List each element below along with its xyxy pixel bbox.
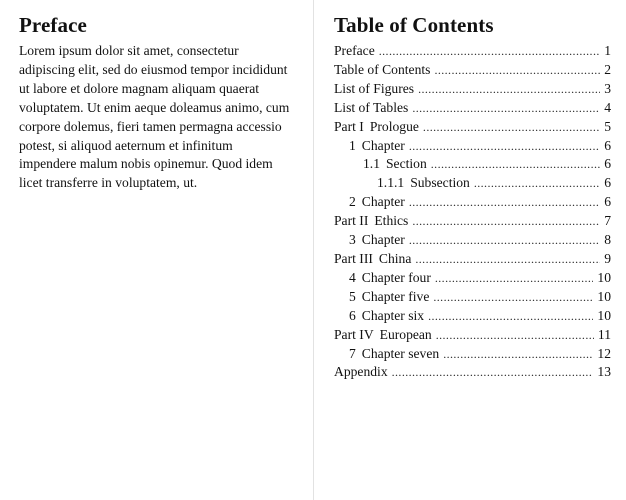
toc-leader: [474, 174, 600, 193]
toc-entry-part-4[interactable]: [334, 326, 611, 345]
toc-entry-page: 6: [604, 137, 611, 153]
toc-entry-label: Appendix: [334, 364, 388, 380]
toc-entry-page: 4: [604, 99, 611, 115]
toc-entry-label: List of Tables: [334, 99, 409, 115]
toc-entry-label: Chapter seven: [361, 345, 440, 361]
toc-entry-page: 3: [604, 80, 611, 96]
toc-entry-chapter-5[interactable]: [334, 288, 611, 307]
toc-entry-label: Chapter: [361, 232, 405, 248]
toc-entry-page: 5: [604, 118, 611, 134]
toc-entry-page: 9: [604, 250, 611, 266]
toc-entry-preface[interactable]: [334, 42, 611, 61]
toc-entry-label: Preface: [334, 43, 375, 58]
toc-leader: [379, 42, 600, 61]
toc-leader: [428, 307, 593, 326]
toc-entry-section-1-1[interactable]: [334, 155, 611, 174]
toc-entry-label: Chapter four: [361, 269, 431, 285]
toc-entry-label: Prologue: [369, 118, 419, 134]
toc-leader: [412, 212, 600, 231]
toc-entry-page: 1: [604, 43, 611, 58]
toc-leader: [434, 61, 600, 80]
toc-entry-appendix[interactable]: [334, 363, 611, 382]
toc-leader: [409, 137, 600, 156]
toc-entry-page: 13: [597, 364, 611, 380]
toc-entry-part-2[interactable]: [334, 212, 611, 231]
toc-entry-page: 11: [597, 326, 611, 342]
toc-entry-number: 1: [349, 137, 356, 153]
toc-entry-subsection-1-1-1[interactable]: [334, 174, 611, 193]
toc-leader: [418, 80, 600, 99]
toc-entry-part-3[interactable]: [334, 250, 611, 269]
toc-entry-number: 5: [349, 288, 356, 304]
toc-leader: [412, 99, 600, 118]
toc-entry-page: 10: [597, 307, 611, 323]
toc-entry-page: 6: [604, 194, 611, 210]
toc-entry-page: 2: [604, 61, 611, 77]
toc-entry-number: 1.1: [363, 156, 380, 172]
preface-text: Lorem ipsum dolor sit amet, consectetur adipiscing elit, sed do eiusmod tempor incididunt ut labore et dolore magnam aliquam quaerat voluptatem. Ut enim aeque doleamus animo, cum corpore dolemus, fieri tamen permagna accessio potest, si aliquod aeternum et infinitum impendere malum nobis opinemur. Quod idem licet transferre in voluptatem, ut.: [19, 43, 290, 191]
toc-entry-table-of-contents[interactable]: [334, 61, 611, 80]
toc-page: [313, 0, 626, 500]
toc-leader: [423, 118, 600, 137]
toc-entry-chapter-2[interactable]: [334, 193, 611, 212]
toc-entry-list-of-figures[interactable]: [334, 80, 611, 99]
toc-leader: [415, 250, 600, 269]
toc-entry-number: Part I: [334, 118, 364, 134]
toc-entry-page: 8: [604, 232, 611, 248]
toc-entry-part-1[interactable]: [334, 118, 611, 137]
toc-leader: [409, 193, 600, 212]
toc-leader: [443, 345, 593, 364]
toc-entry-label: Chapter six: [361, 307, 425, 323]
toc-entry-chapter-4[interactable]: [334, 269, 611, 288]
toc-entry-label: Chapter: [361, 194, 405, 210]
toc-entry-label: Chapter five: [361, 288, 430, 304]
toc-entry-number: Part III: [334, 250, 373, 266]
toc-entry-label: Section: [386, 156, 427, 172]
toc-entry-number: 7: [349, 345, 356, 361]
toc-entry-page: 10: [597, 288, 611, 304]
toc-entry-number: 4: [349, 269, 356, 285]
toc-entry-page: 10: [597, 269, 611, 285]
toc-entry-number: 1.1.1: [377, 175, 405, 191]
toc-entry-label: Table of Contents: [334, 61, 431, 77]
preface-title: Preface: [19, 13, 87, 37]
toc-entry-number: 6: [349, 307, 356, 323]
toc-entry-label: European: [379, 326, 432, 342]
toc-leader: [392, 363, 594, 382]
toc-leader: [433, 288, 593, 307]
toc-entry-page: 7: [604, 213, 611, 229]
toc-entry-page: 12: [597, 345, 611, 361]
toc-leader: [431, 155, 600, 174]
toc-entry-chapter-3[interactable]: [334, 231, 611, 250]
toc-entry-label: Chapter: [361, 137, 405, 153]
toc-entry-chapter-7[interactable]: [334, 345, 611, 364]
toc-leader: [436, 326, 594, 345]
toc-entry-label: List of Figures: [334, 80, 415, 96]
toc-title: Table of Contents: [334, 13, 494, 37]
toc-entry-label: Ethics: [374, 213, 409, 229]
toc-entry-number: 2: [349, 194, 356, 210]
toc-list: [334, 42, 611, 382]
toc-leader: [409, 231, 600, 250]
toc-entry-label: China: [378, 250, 412, 266]
toc-entry-label: Subsection: [410, 175, 470, 191]
toc-entry-number: Part IV: [334, 326, 374, 342]
toc-entry-page: 6: [604, 156, 611, 172]
toc-entry-number: Part II: [334, 213, 369, 229]
toc-entry-list-of-tables[interactable]: [334, 99, 611, 118]
toc-entry-page: 6: [604, 175, 611, 191]
toc-entry-chapter-1[interactable]: [334, 137, 611, 156]
toc-entry-number: 3: [349, 232, 356, 248]
toc-leader: [435, 269, 594, 288]
toc-entry-chapter-6[interactable]: [334, 307, 611, 326]
